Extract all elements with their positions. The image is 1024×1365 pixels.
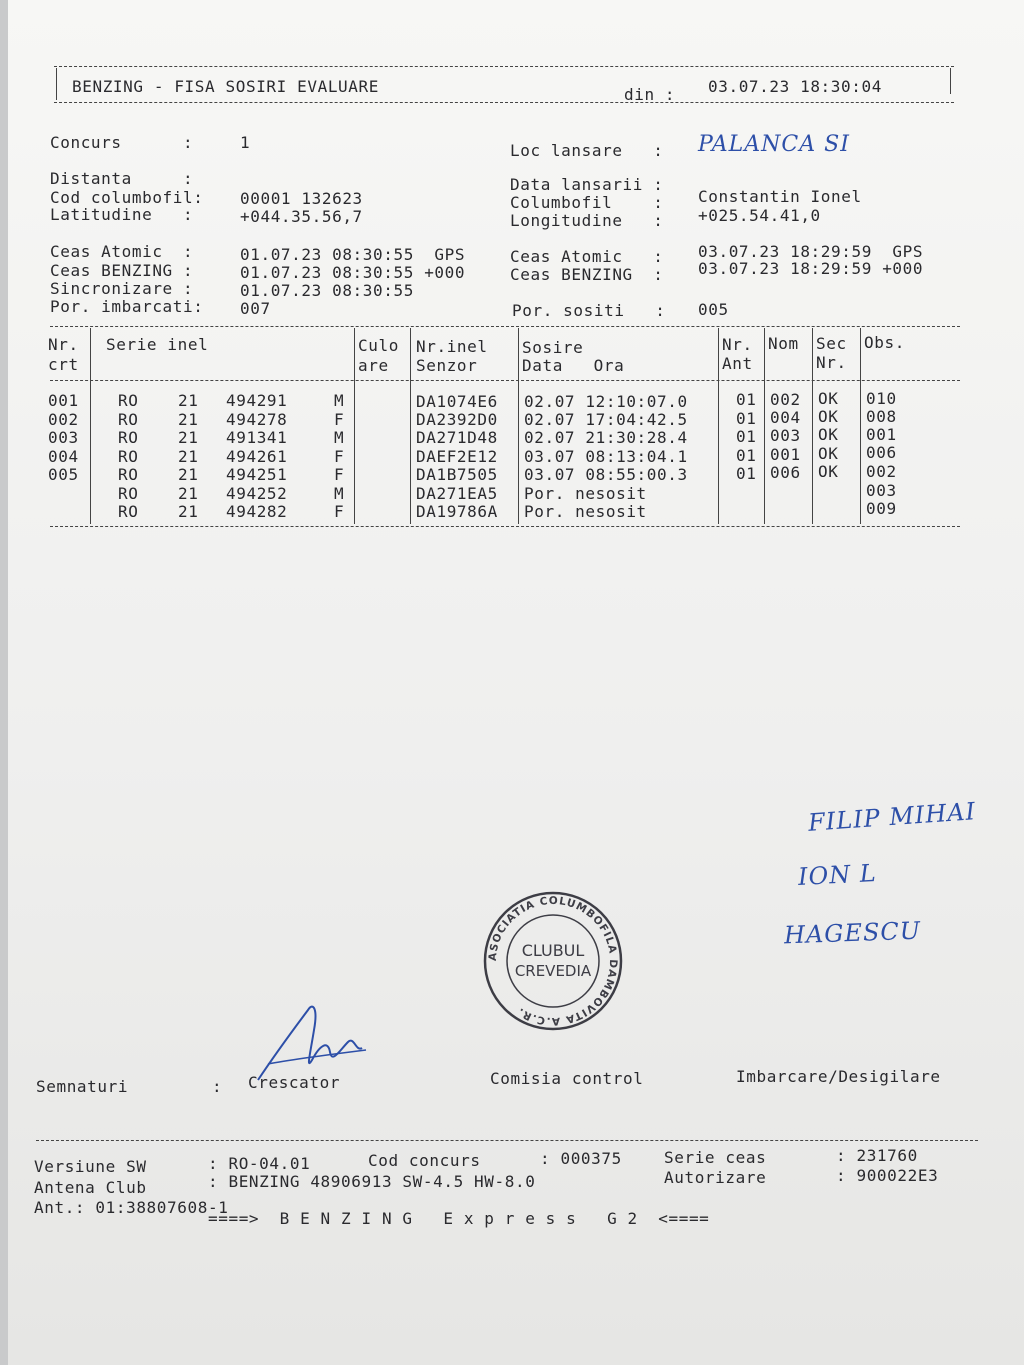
- cod-concurs-value: : 000375: [540, 1149, 622, 1168]
- row-sex: F: [334, 447, 345, 466]
- serie-ceas-label: Serie ceas: [664, 1148, 767, 1167]
- header-ant: Ant: [722, 354, 753, 373]
- row-ant: 01: [736, 409, 757, 428]
- row-nom: 001: [770, 445, 801, 464]
- row-senzor: DAEF2E12: [416, 447, 498, 466]
- row-ring: 494282: [226, 502, 288, 521]
- ceas-atomic-left-label: Ceas Atomic :: [50, 242, 194, 261]
- row-year: 21: [178, 428, 199, 447]
- ceas-benzing-left-label: Ceas BENZING :: [50, 261, 194, 280]
- header-nr-inel: Nr.inel: [416, 337, 488, 356]
- ceas-benzing-left-value: 01.07.23 08:30:55 +000: [240, 263, 466, 282]
- row-sec: OK: [818, 425, 839, 444]
- row-crt: 004: [48, 447, 79, 466]
- header-top-rule: [54, 66, 954, 67]
- row-ant: 01: [736, 446, 757, 465]
- header-sosire: Sosire: [522, 338, 584, 357]
- row-sex: M: [334, 484, 345, 503]
- row-sosire: Por. nesosit: [524, 484, 647, 503]
- col-divider-6: [764, 328, 765, 524]
- sincronizare-label: Sincronizare :: [50, 279, 194, 298]
- row-year: 21: [178, 484, 199, 503]
- header-datetime: 03.07.23 18:30:04: [708, 77, 882, 96]
- row-country: RO: [118, 410, 139, 429]
- row-ring: 494252: [226, 484, 288, 503]
- crescator-label: Crescator: [248, 1073, 341, 1092]
- cod-columbofil-label: Cod columbofil:: [50, 188, 204, 207]
- row-ring: 494261: [226, 447, 288, 466]
- por-sositi-label: Por. sositi :: [512, 301, 666, 320]
- header-left-border: [56, 68, 57, 100]
- header-right-border: [950, 68, 951, 94]
- stamp-center-line-1: CLUBUL: [521, 941, 585, 960]
- row-ring: 494278: [226, 410, 288, 429]
- stamp-center-line-2: CREVEDIA: [514, 962, 592, 980]
- loc-lansare-handwritten-value: PALANCA SI: [698, 132, 850, 157]
- row-sex: F: [334, 502, 345, 521]
- row-nom: 003: [770, 426, 801, 445]
- col-divider-2: [354, 328, 355, 524]
- concurs-value: 1: [240, 133, 251, 152]
- antena-club-label: Antena Club: [34, 1178, 147, 1197]
- row-crt: 005: [48, 465, 79, 484]
- autorizare-label: Autorizare: [664, 1168, 767, 1187]
- club-stamp: [478, 886, 628, 1036]
- cod-columbofil-value: 00001 132623: [240, 189, 363, 208]
- por-imbarcati-label: Por. imbarcati:: [50, 297, 204, 316]
- sincronizare-value: 01.07.23 08:30:55: [240, 281, 414, 300]
- row-sec: OK: [818, 389, 839, 408]
- header-nom: Nom: [768, 334, 799, 353]
- header-bottom-rule: [54, 102, 954, 103]
- header-nr-ant: Nr.: [722, 335, 753, 354]
- row-ant: 01: [736, 427, 757, 446]
- handwritten-name-2: ION L: [797, 858, 878, 892]
- document-title: BENZING - FISA SOSIRI EVALUARE: [72, 77, 379, 96]
- row-sosire: Por. nesosit: [524, 502, 647, 521]
- row-year: 21: [178, 465, 199, 484]
- header-sec: Sec: [816, 334, 847, 353]
- serie-ceas-value: : 231760: [836, 1146, 918, 1165]
- columbofil-label: Columbofil :: [510, 193, 664, 212]
- antena-club-value: : BENZING 48906913 SW-4.5 HW-8.0: [208, 1172, 536, 1191]
- row-senzor: DA1B7505: [416, 465, 498, 484]
- data-lansarii-label: Data lansarii :: [510, 175, 664, 194]
- row-year: 21: [178, 447, 199, 466]
- row-sec: OK: [818, 444, 839, 463]
- header-data-ora: Data Ora: [522, 356, 625, 375]
- ceas-atomic-right-value: 03.07.23 18:29:59 GPS: [698, 242, 924, 261]
- imbarcare-desigilare-label: Imbarcare/Desigilare: [736, 1067, 941, 1086]
- row-obs: 008: [866, 407, 897, 426]
- benzing-express-banner: ====> B E N Z I N G E x p r e s s G 2 <====: [208, 1209, 710, 1228]
- row-ring: 491341: [226, 428, 288, 447]
- header-senzor: Senzor: [416, 356, 478, 375]
- distanta-label: Distanta :: [50, 169, 194, 188]
- header-culoare-2: are: [358, 356, 389, 375]
- table-header-bottom-rule: [50, 380, 960, 381]
- row-obs: 009: [866, 499, 897, 518]
- row-sex: M: [334, 428, 345, 447]
- row-sex: M: [334, 391, 345, 410]
- ceas-atomic-left-value: 01.07.23 08:30:55 GPS: [240, 245, 466, 264]
- versiune-sw-label: Versiune SW: [34, 1157, 147, 1176]
- comisia-control-label: Comisia control: [490, 1069, 644, 1088]
- row-obs: 001: [866, 425, 897, 444]
- row-year: 21: [178, 410, 199, 429]
- row-ring: 494291: [226, 391, 288, 410]
- row-country: RO: [118, 391, 139, 410]
- latitudine-value: +044.35.56,7: [240, 207, 363, 226]
- por-imbarcati-value: 007: [240, 299, 271, 318]
- row-nom: 002: [770, 390, 801, 409]
- row-country: RO: [118, 484, 139, 503]
- header-sec-nr: Nr.: [816, 353, 847, 372]
- row-crt: 003: [48, 428, 79, 447]
- concurs-label: Concurs :: [50, 133, 194, 152]
- header-din-label: din :: [624, 85, 676, 104]
- row-ring: 494251: [226, 465, 288, 484]
- row-sosire: 02.07 12:10:07.0: [524, 392, 688, 411]
- versiune-sw-value: : RO-04.01: [208, 1154, 311, 1173]
- row-obs: 002: [866, 462, 897, 481]
- header-obs: Obs.: [864, 333, 905, 352]
- row-nom: 004: [770, 408, 801, 427]
- row-obs: 010: [866, 389, 897, 408]
- row-year: 21: [178, 502, 199, 521]
- table-top-rule: [50, 326, 960, 327]
- antenna-id: Ant.: 01:38807608-1: [34, 1198, 229, 1217]
- col-divider-8: [860, 328, 861, 524]
- loc-lansare-label: Loc lansare :: [510, 141, 664, 160]
- row-crt: 002: [48, 410, 79, 429]
- row-sosire: 02.07 21:30:28.4: [524, 428, 688, 447]
- row-ant: 01: [736, 390, 757, 409]
- handwritten-name-3: HAGESCU: [783, 916, 922, 950]
- stamp-ring-text: ASOCIATIA COLUMBOFILA DAMBOVITA A.C.R.: [486, 894, 620, 1028]
- handwritten-name-1: FILIP MIHAI: [807, 797, 977, 837]
- row-country: RO: [118, 428, 139, 447]
- por-sositi-value: 005: [698, 300, 729, 319]
- semnaturi-label: Semnaturi: [36, 1077, 129, 1096]
- header-culoare: Culo: [358, 336, 399, 355]
- col-divider-7: [812, 328, 813, 524]
- row-senzor: DA19786A: [416, 502, 498, 521]
- row-year: 21: [178, 391, 199, 410]
- ceas-atomic-right-label: Ceas Atomic :: [510, 247, 664, 266]
- row-senzor: DA2392D0: [416, 410, 498, 429]
- row-sosire: 03.07 08:55:00.3: [524, 465, 688, 484]
- header-nr: Nr.: [48, 335, 79, 354]
- row-obs: 006: [866, 443, 897, 462]
- col-divider-1: [90, 328, 91, 524]
- row-nom: 006: [770, 463, 801, 482]
- cod-concurs-label: Cod concurs: [368, 1151, 481, 1170]
- row-obs: 003: [866, 481, 897, 500]
- row-sosire: 03.07 08:13:04.1: [524, 447, 688, 466]
- row-country: RO: [118, 502, 139, 521]
- row-sex: F: [334, 465, 345, 484]
- semnaturi-colon: :: [212, 1077, 223, 1096]
- footer-rule: [36, 1140, 978, 1141]
- row-senzor: DA271D48: [416, 428, 498, 447]
- row-country: RO: [118, 447, 139, 466]
- row-senzor: DA1074E6: [416, 392, 498, 411]
- col-divider-3: [410, 328, 411, 524]
- row-ant: 01: [736, 464, 757, 483]
- ceas-benzing-right-value: 03.07.23 18:29:59 +000: [698, 259, 924, 278]
- row-senzor: DA271EA5: [416, 484, 498, 503]
- row-sex: F: [334, 410, 345, 429]
- col-divider-4: [518, 328, 519, 524]
- ceas-benzing-right-label: Ceas BENZING :: [510, 265, 664, 284]
- header-serie-inel: Serie inel: [106, 335, 209, 354]
- longitudine-label: Longitudine :: [510, 211, 664, 230]
- autorizare-value: : 900022E3: [836, 1166, 939, 1185]
- longitudine-value: +025.54.41,0: [698, 206, 821, 225]
- latitudine-label: Latitudine :: [50, 205, 194, 224]
- row-sec: OK: [818, 407, 839, 426]
- document-page: [8, 0, 1024, 1365]
- row-crt: 001: [48, 391, 79, 410]
- col-divider-5: [718, 328, 719, 524]
- row-country: RO: [118, 465, 139, 484]
- columbofil-value: Constantin Ionel: [698, 187, 862, 206]
- row-sosire: 02.07 17:04:42.5: [524, 410, 688, 429]
- table-bottom-rule: [50, 526, 960, 527]
- row-sec: OK: [818, 462, 839, 481]
- header-crt: crt: [48, 355, 79, 374]
